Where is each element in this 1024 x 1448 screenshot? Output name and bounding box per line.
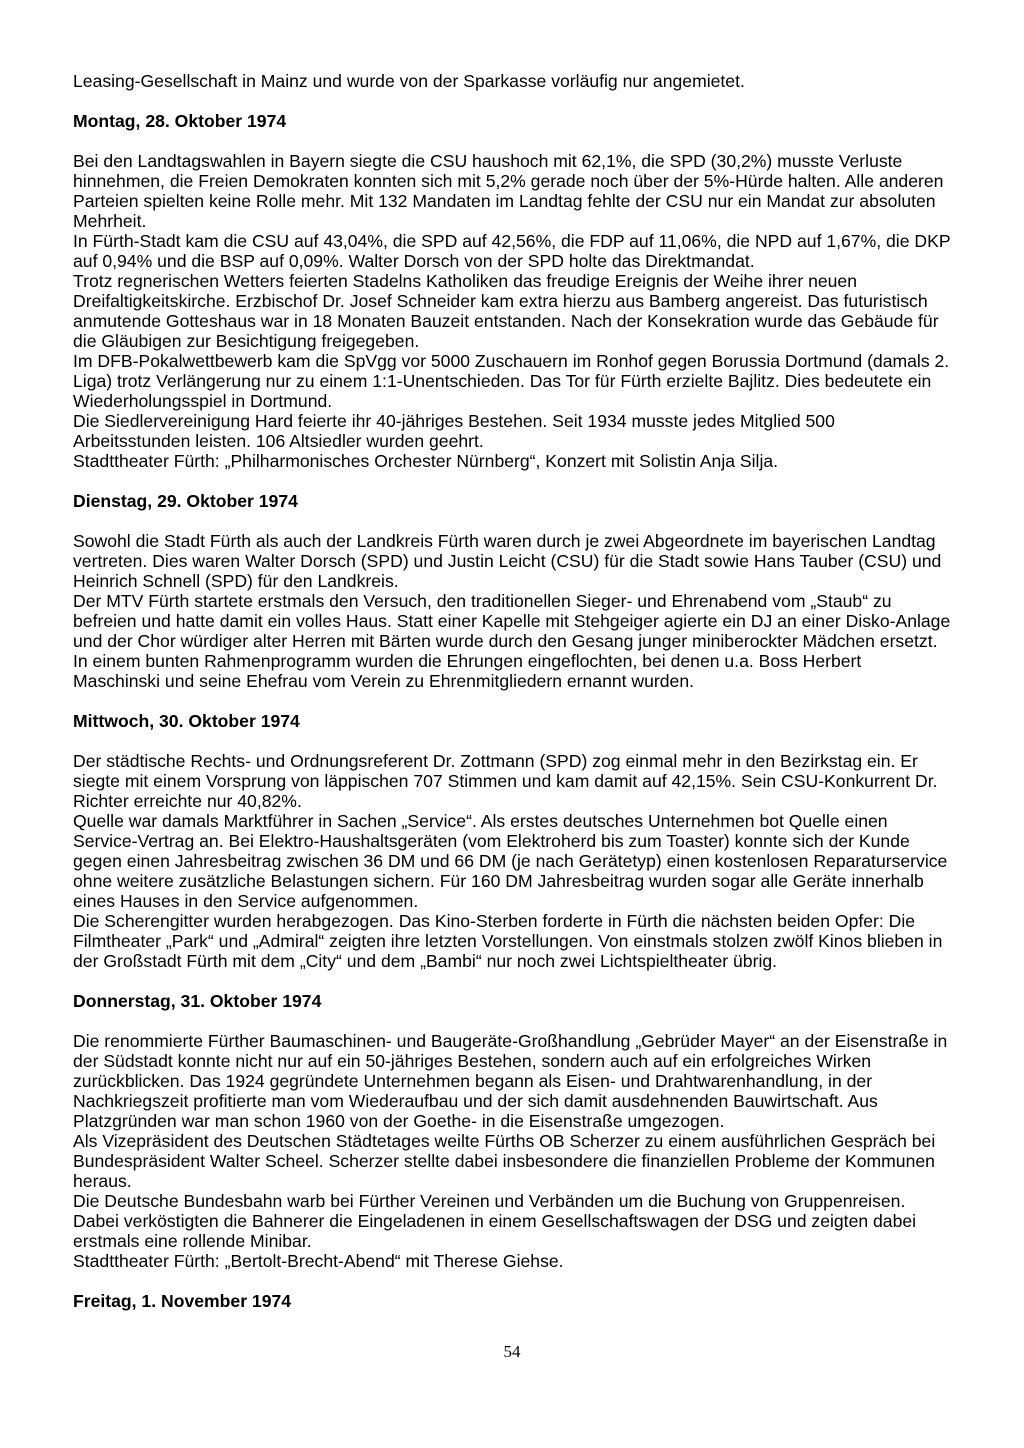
paragraph: Der MTV Fürth startete erstmals den Versuch, den traditionellen Sieger- und Ehrenabend vom „Staub“ zu befreien und hatte damit ein volles Haus. Statt einer Kapelle mit Stehgeiger agierte ein DJ an einer Disko-Anlage und der Chor würdiger alter Herren mit Bärten wurde durch den Gesang junger miniberockter Mädchen ersetzt. In einem bunten Rahmenprogramm wurden die Ehrungen eingeflochten, bei denen u.a. Boss Herbert Maschinski und seine Ehefrau vom Verein zu Ehrenmitgliedern ernannt wurden. (73, 591, 951, 691)
section-heading-monday: Montag, 28. Oktober 1974 (73, 111, 287, 131)
paragraph: Stadttheater Fürth: „Bertolt-Brecht-Abend“ mit Therese Giehse. (73, 1251, 564, 1271)
paragraph: Der städtische Rechts- und Ordnungsreferent Dr. Zottmann (SPD) zog einmal mehr in den Bezirkstag ein. Er siegte mit einem Vorsprung von läppischen 707 Stimmen und kam damit auf 42,15%. Sein CSU-Konkurrent Dr. Richter erreichte nur 40,82%. (73, 751, 938, 811)
paragraph: Als Vizepräsident des Deutschen Städtetages weilte Fürths OB Scherzer zu einem ausführlichen Gespräch bei Bundespräsident Walter Scheel. Scherzer stellte dabei insbesondere die finanziellen Probleme der Kommunen heraus. (73, 1131, 936, 1191)
paragraph: Stadttheater Fürth: „Philharmonisches Orchester Nürnberg“, Konzert mit Solistin Anja Silja. (73, 451, 779, 471)
paragraph: Quelle war damals Marktführer in Sachen „Service“. Als erstes deutsches Unternehmen bot Quelle einen Service-Vertrag an. Bei Elektro-Haushaltsgeräten (vom Elektroherd bis zum Toaster) konnte sich der Kunde gegen einen Jahresbeitrag zwischen 36 DM und 66 DM (je nach Gerätetyp) einen kostenlosen Reparaturservice ohne weitere zusätzliche Belastungen sichern. Für 160 DM Jahresbeitrag wurden sogar alle Geräte innerhalb eines Hauses in den Service aufgenommen. (73, 811, 948, 911)
section-heading-friday: Freitag, 1. November 1974 (73, 1291, 292, 1311)
paragraph: Die Deutsche Bundesbahn warb bei Fürther Vereinen und Verbänden um die Buchung von Gruppenreisen. Dabei verköstigten die Bahnerer die Eingeladenen in einem Gesellschaftswagen der DSG und zeigten dabei erstmals eine rollende Minibar. (73, 1191, 917, 1251)
section-heading-thursday: Donnerstag, 31. Oktober 1974 (73, 991, 322, 1011)
paragraph: Bei den Landtagswahlen in Bayern siegte die CSU haushoch mit 62,1%, die SPD (30,2%) musste Verluste hinnehmen, die Freien Demokraten konnten sich mit 5,2% gerade noch über der 5%-Hürde halten. Alle anderen Parteien spielten keine Rolle mehr. Mit 132 Mandaten im Landtag fehlte der CSU nur ein Mandat zur absoluten Mehrheit. (73, 151, 944, 231)
paragraph: Die renommierte Fürther Baumaschinen- und Baugeräte-Großhandlung „Gebrüder Mayer“ an der Eisenstraße in der Südstadt konnte nicht nur auf ein 50-jähriges Bestehen, sondern auch auf ein erfolgreiches Wirken zurückblicken. Das 1924 gegründete Unternehmen begann als Eisen- und Drahtwarenhandlung, in der Nachkriegszeit profitierte man vom Wiederaufbau und der sich damit ausdehnenden Bauwirtschaft. Aus Platzgründen war man schon 1960 von der Goethe- in die Eisenstraße umgezogen. (73, 1031, 948, 1131)
paragraph: In Fürth-Stadt kam die CSU auf 43,04%, die SPD auf 42,56%, die FDP auf 11,06%, die NPD auf 1,67%, die DKP auf 0,94% und die BSP auf 0,09%. Walter Dorsch von der SPD holte das Direktmandat. (73, 231, 951, 271)
paragraph: Sowohl die Stadt Fürth als auch der Landkreis Fürth waren durch je zwei Abgeordnete im bayerischen Landtag vertreten. Dies waren Walter Dorsch (SPD) und Justin Leicht (CSU) für die Stadt sowie Hans Tauber (CSU) und Heinrich Schnell (SPD) für den Landkreis. (73, 531, 942, 591)
paragraph: Im DFB-Pokalwettbewerb kam die SpVgg vor 5000 Zuschauern im Ronhof gegen Borussia Dortmund (damals 2. Liga) trotz Verlängerung nur zu einem 1:1-Unentschieden. Das Tor für Fürth erzielte Bajlitz. Dies bedeutete ein Wiederholungsspiel in Dortmund. (73, 351, 950, 411)
section-heading-tuesday: Dienstag, 29. Oktober 1974 (73, 491, 298, 511)
page-number: 54 (503, 1342, 521, 1361)
section-heading-wednesday: Mittwoch, 30. Oktober 1974 (73, 711, 300, 731)
paragraph: Die Siedlervereinigung Hard feierte ihr 40-jähriges Bestehen. Seit 1934 musste jedes Mitglied 500 Arbeitsstunden leisten. 106 Altsiedler wurden geehrt. (73, 411, 835, 451)
continuation-paragraph: Leasing-Gesellschaft in Mainz und wurde von der Sparkasse vorläufig nur angemietet. (73, 71, 745, 91)
paragraph: Trotz regnerischen Wetters feierten Stadelns Katholiken das freudige Ereignis der Weihe ihrer neuen Dreifaltigkeitskirche. Erzbischof Dr. Josef Schneider kam extra hierzu aus Bamberg angereist. Das futuristisch anmutende Gotteshaus war in 18 Monaten Bauzeit entstanden. Nach der Konsekration wurde das Gebäude für die Gläubigen zur Besichtigung freigegeben. (73, 271, 939, 351)
paragraph: Die Scherengitter wurden herabgezogen. Das Kino-Sterben forderte in Fürth die nächsten beiden Opfer: Die Filmtheater „Park“ und „Admiral“ zeigten ihre letzten Vorstellungen. Von einstmals stolzen zwölf Kinos blieben in der Großstadt Fürth mit dem „City“ und dem „Bambi“ nur noch zwei Lichtspieltheater übrig. (73, 911, 943, 971)
